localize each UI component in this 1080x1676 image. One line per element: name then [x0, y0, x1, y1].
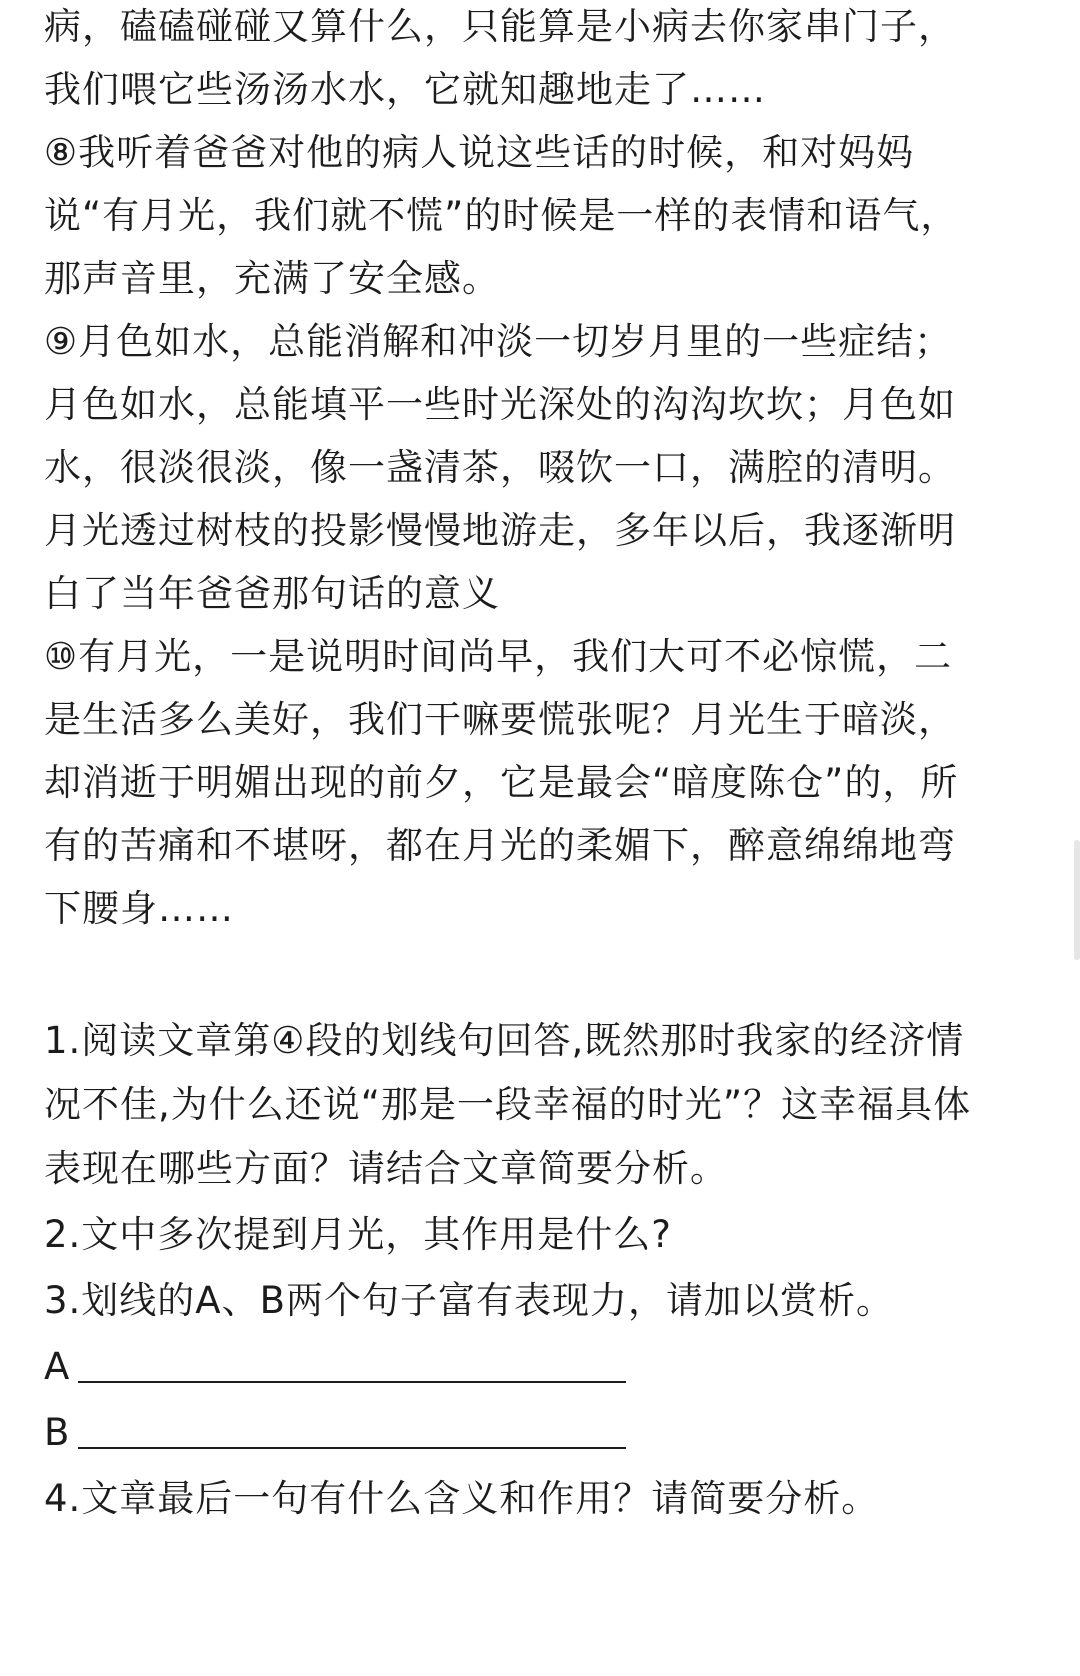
paragraph-10-line: ⑩有月光，一是说明时间尚早，我们大可不必惊慌，二 — [44, 635, 953, 678]
answer-blank-b — [44, 1405, 626, 1461]
scroll-indicator[interactable] — [1074, 840, 1080, 960]
answer-blank-a-line — [78, 1345, 626, 1383]
question-4: 4.文章最后一句有什么含义和作用？请简要分析。 — [44, 1477, 880, 1520]
passage-line: 月光透过树枝的投影慢慢地游走，多年以后，我逐渐明 — [44, 509, 956, 552]
answer-blank-b-label: B — [44, 1411, 71, 1454]
passage-line: 病，磕磕碰碰又算什么，只能算是小病去你家串门子， — [44, 5, 956, 48]
question-1-line: 况不佳,为什么还说“那是一段幸福的时光”？这幸福具体 — [44, 1083, 972, 1126]
passage-line: 我们喂它些汤汤水水，它就知趣地走了…… — [44, 68, 766, 111]
question-1-line: 表现在哪些方面？请结合文章简要分析。 — [44, 1147, 728, 1190]
passage-line: 有的苦痛和不堪呀，都在月光的柔媚下，醉意绵绵地弯 — [44, 824, 956, 867]
passage-line: 却消逝于明媚出现的前夕，它是最会“暗度陈仓”的，所 — [44, 761, 959, 804]
passage-line: 白了当年爸爸那句话的意义 — [44, 572, 500, 615]
passage-line: 月色如水，总能填平一些时光深处的沟沟坎坎；月色如 — [44, 383, 956, 426]
passage-line: 水，很淡很淡，像一盏清茶，啜饮一口，满腔的清明。 — [44, 446, 956, 489]
answer-blank-a — [44, 1339, 626, 1395]
paragraph-9-line: ⑨月色如水，总能消解和冲淡一切岁月里的一些症结； — [44, 320, 953, 363]
paragraph-8-line: ⑧我听着爸爸对他的病人说这些话的时候，和对妈妈 — [44, 131, 915, 174]
question-2: 2.文中多次提到月光，其作用是什么? — [44, 1213, 672, 1256]
passage-line: 那声音里，充满了安全感。 — [44, 257, 500, 300]
question-1-line: 1.阅读文章第④段的划线句回答,既然那时我家的经济情 — [44, 1019, 965, 1062]
answer-blank-b-line — [78, 1411, 626, 1449]
question-3: 3.划线的A、B两个句子富有表现力，请加以赏析。 — [44, 1279, 894, 1322]
passage-line: 是生活多么美好，我们干嘛要慌张呢？月光生于暗淡， — [44, 698, 956, 741]
passage-line: 下腰身…… — [44, 887, 234, 930]
answer-blank-a-label: A — [44, 1345, 71, 1388]
passage-line: 说“有月光，我们就不慌”的时候是一样的表情和语气， — [44, 194, 959, 237]
